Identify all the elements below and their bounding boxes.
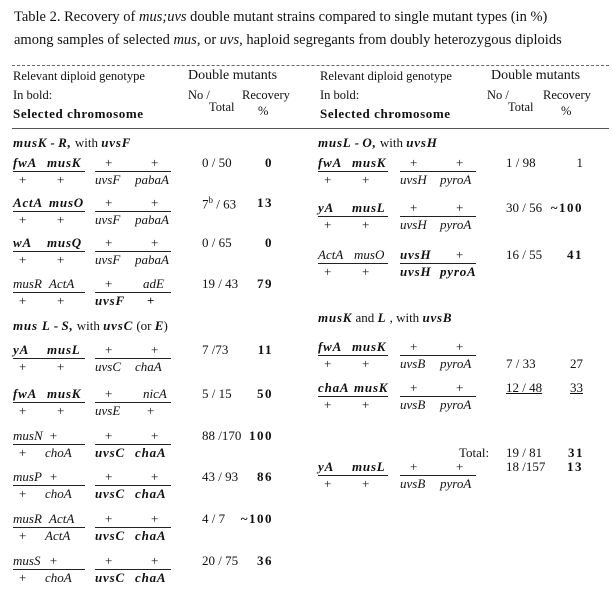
- allele: +: [57, 212, 65, 227]
- allele: pabaA: [135, 252, 169, 267]
- allele: pabaA: [135, 212, 169, 227]
- allele: fwA: [13, 386, 38, 401]
- allele: musR: [13, 276, 42, 291]
- recovery-percent: ~100: [240, 511, 273, 526]
- allele: pabaA: [135, 172, 169, 187]
- header-genotype-left: Relevant diploid genotype: [13, 69, 145, 83]
- allele: +: [105, 235, 113, 250]
- section-heading-musL-O: musL - O, with uvsH: [318, 135, 438, 150]
- allele: +: [362, 217, 370, 232]
- allele: pyroA: [440, 172, 472, 187]
- footnote-marker: b: [208, 195, 213, 205]
- allele: +: [324, 217, 332, 232]
- header-recovery-left: Recovery: [242, 88, 290, 102]
- allele: +: [151, 235, 159, 250]
- header-total-left: Total: [209, 100, 235, 114]
- allele: +: [456, 459, 464, 474]
- header-double-mutants-right: Double mutants: [491, 68, 581, 83]
- allele: uvsH: [400, 172, 427, 187]
- allele: +: [105, 276, 113, 291]
- allele: uvsC: [95, 486, 125, 501]
- total-label: Total:: [459, 445, 490, 460]
- header-genotype-right: Relevant diploid genotype: [320, 69, 452, 83]
- recovery-percent: 79: [257, 276, 273, 291]
- count-total: 0 / 65: [202, 235, 232, 250]
- allele: chaA: [318, 380, 350, 395]
- allele: +: [19, 486, 27, 501]
- allele: uvsH: [400, 264, 432, 279]
- allele: +: [324, 397, 332, 412]
- header-percent-left: %: [258, 104, 269, 118]
- header-percent-right: %: [561, 104, 572, 118]
- allele: +: [151, 195, 159, 210]
- total-recovery: 31: [568, 445, 584, 460]
- allele: ActA: [49, 276, 75, 291]
- allele: +: [324, 476, 332, 491]
- allele: chaA: [135, 486, 167, 501]
- allele: +: [19, 293, 27, 308]
- allele: chaA: [135, 445, 167, 460]
- allele: ActA: [13, 195, 43, 210]
- allele: +: [362, 172, 370, 187]
- allele: yA: [13, 342, 30, 357]
- allele: musK: [354, 380, 389, 395]
- allele: musK: [47, 155, 82, 170]
- count-total: 5 / 15: [202, 386, 232, 401]
- count-total: 18 /157: [506, 459, 546, 474]
- allele: yA: [318, 459, 335, 474]
- allele: +: [105, 386, 113, 401]
- allele: musL: [352, 200, 386, 215]
- allele: wA: [13, 235, 32, 250]
- allele: +: [105, 428, 113, 443]
- recovery-percent: 11: [257, 342, 273, 357]
- count-total: 16 / 55: [506, 247, 543, 262]
- allele: +: [49, 553, 58, 568]
- allele: +: [147, 403, 155, 418]
- count-total: 1 / 98: [506, 155, 536, 170]
- recovery-percent: 0: [265, 155, 273, 170]
- allele: ActA: [318, 247, 344, 262]
- total-count: 19 / 81: [506, 445, 543, 460]
- allele: +: [57, 359, 65, 374]
- allele: +: [105, 469, 113, 484]
- allele: +: [362, 264, 370, 279]
- table-caption-line-2: among samples of selected mus, or uvs, haploid segregants from doubly heterozygous diploids: [14, 32, 562, 48]
- allele: uvsH: [400, 247, 432, 262]
- allele: +: [151, 342, 159, 357]
- allele: choA: [45, 445, 72, 460]
- allele: choA: [45, 570, 72, 585]
- allele: +: [151, 155, 159, 170]
- total: / 63: [213, 196, 237, 212]
- allele: +: [410, 459, 418, 474]
- allele: +: [362, 356, 370, 371]
- allele: +: [49, 428, 58, 443]
- allele: adE: [143, 276, 164, 291]
- allele: +: [456, 339, 464, 354]
- allele: pyroA: [440, 397, 472, 412]
- count-total: 30 / 56: [506, 200, 543, 215]
- count-total: 88 /170: [202, 428, 242, 443]
- count-total: 20 / 75: [202, 553, 239, 568]
- allele: +: [362, 397, 370, 412]
- allele: musK: [47, 386, 82, 401]
- recovery-percent: 86: [257, 469, 273, 484]
- allele: +: [49, 469, 58, 484]
- allele: ActA: [49, 511, 75, 526]
- allele: musN: [13, 428, 43, 443]
- allele: +: [456, 247, 464, 262]
- allele: +: [324, 264, 332, 279]
- count-total: 4 / 7: [202, 511, 226, 526]
- recovery-percent: 13: [257, 195, 273, 210]
- allele: musR: [13, 511, 42, 526]
- allele: chaA: [135, 528, 167, 543]
- allele: uvsB: [400, 476, 426, 491]
- allele: +: [456, 380, 464, 395]
- table-caption-line-1: Table 2. Recovery of mus;uvs double mutant strains compared to single mutant types (in %): [14, 9, 548, 25]
- allele: musL: [352, 459, 386, 474]
- header-selected-left: Selected chromosome: [13, 106, 144, 121]
- allele: uvsC: [95, 359, 121, 374]
- allele: +: [19, 172, 27, 187]
- section-heading-musK-L: musK and L , with uvsB: [318, 310, 453, 325]
- count-total: 19 / 43: [202, 276, 239, 291]
- count: 7: [202, 196, 209, 212]
- allele: +: [57, 403, 65, 418]
- allele: +: [151, 469, 159, 484]
- allele: +: [147, 293, 155, 308]
- allele: +: [105, 511, 113, 526]
- allele: musQ: [47, 235, 82, 250]
- header-recovery-right: Recovery: [543, 88, 591, 102]
- count-total: 12 / 48: [506, 380, 543, 395]
- allele: +: [456, 155, 464, 170]
- allele: +: [19, 212, 27, 227]
- allele: +: [105, 342, 113, 357]
- allele: +: [19, 528, 27, 543]
- allele: +: [151, 553, 159, 568]
- section-heading-musL-S: mus L - S, with uvsC (or E): [13, 318, 168, 333]
- recovery-percent: 0: [265, 235, 273, 250]
- allele: uvsF: [95, 172, 121, 187]
- allele: +: [410, 155, 418, 170]
- header-total-right: Total: [508, 100, 534, 114]
- recovery-percent: 33: [570, 380, 583, 395]
- allele: uvsC: [95, 528, 125, 543]
- allele: +: [324, 356, 332, 371]
- allele: pyroA: [440, 476, 472, 491]
- allele: choA: [45, 486, 72, 501]
- recovery-percent: 13: [567, 459, 583, 474]
- allele: +: [151, 511, 159, 526]
- header-no-right: No /: [487, 88, 509, 102]
- allele: +: [19, 570, 27, 585]
- allele: uvsF: [95, 252, 121, 267]
- count-total: 7 /73: [202, 342, 229, 357]
- allele: musP: [13, 469, 42, 484]
- count-total: 7 / 33: [506, 356, 536, 371]
- allele: +: [57, 293, 65, 308]
- allele: uvsF: [95, 212, 121, 227]
- allele: uvsB: [400, 356, 426, 371]
- allele: +: [362, 476, 370, 491]
- recovery-percent: 36: [257, 553, 273, 568]
- allele: musO: [354, 247, 385, 262]
- allele: fwA: [318, 339, 343, 354]
- allele: musS: [13, 553, 41, 568]
- allele: +: [19, 445, 27, 460]
- recovery-percent: 1: [576, 155, 583, 170]
- allele: +: [324, 172, 332, 187]
- allele: uvsH: [400, 217, 427, 232]
- recovery-percent: ~100: [550, 200, 583, 215]
- allele: pyroA: [440, 264, 477, 279]
- recovery-percent: 41: [567, 247, 583, 262]
- allele: +: [105, 195, 113, 210]
- allele: musO: [49, 195, 84, 210]
- header-bottom-rule: [12, 128, 609, 129]
- allele: +: [456, 200, 464, 215]
- count-total: [202, 195, 236, 212]
- allele: +: [105, 553, 113, 568]
- allele: +: [19, 403, 27, 418]
- allele: musK: [352, 155, 387, 170]
- allele: +: [19, 252, 27, 267]
- header-in-bold-right: In bold:: [320, 88, 360, 102]
- allele: fwA: [13, 155, 38, 170]
- allele: +: [57, 172, 65, 187]
- allele: ActA: [45, 528, 71, 543]
- allele: uvsC: [95, 445, 125, 460]
- allele: +: [410, 380, 418, 395]
- header-double-mutants-left: Double mutants: [188, 68, 278, 83]
- allele: +: [105, 155, 113, 170]
- top-rule: [12, 65, 609, 66]
- allele: uvsF: [95, 293, 125, 308]
- allele: fwA: [318, 155, 343, 170]
- allele: uvsB: [400, 397, 426, 412]
- header-in-bold-left: In bold:: [13, 88, 53, 102]
- allele: +: [410, 200, 418, 215]
- section-heading-musK-R: musK - R, with uvsF: [13, 135, 132, 150]
- count-total: 43 / 93: [202, 469, 239, 484]
- allele: +: [57, 252, 65, 267]
- header-selected-right: Selected chromosome: [320, 106, 451, 121]
- count-total: 0 / 50: [202, 155, 232, 170]
- allele: pyroA: [440, 217, 472, 232]
- header-no-left: No /: [188, 88, 210, 102]
- allele: +: [19, 359, 27, 374]
- allele: uvsC: [95, 570, 125, 585]
- allele: pyroA: [440, 356, 472, 371]
- recovery-percent: 100: [249, 428, 273, 443]
- recovery-percent: 27: [570, 356, 583, 371]
- allele: musK: [352, 339, 387, 354]
- allele: musL: [47, 342, 81, 357]
- allele: +: [410, 339, 418, 354]
- allele: chaA: [135, 570, 167, 585]
- allele: chaA: [135, 359, 162, 374]
- recovery-percent: 50: [257, 386, 273, 401]
- allele: yA: [318, 200, 335, 215]
- allele: uvsE: [95, 403, 121, 418]
- allele: +: [151, 428, 159, 443]
- allele: nicA: [143, 386, 167, 401]
